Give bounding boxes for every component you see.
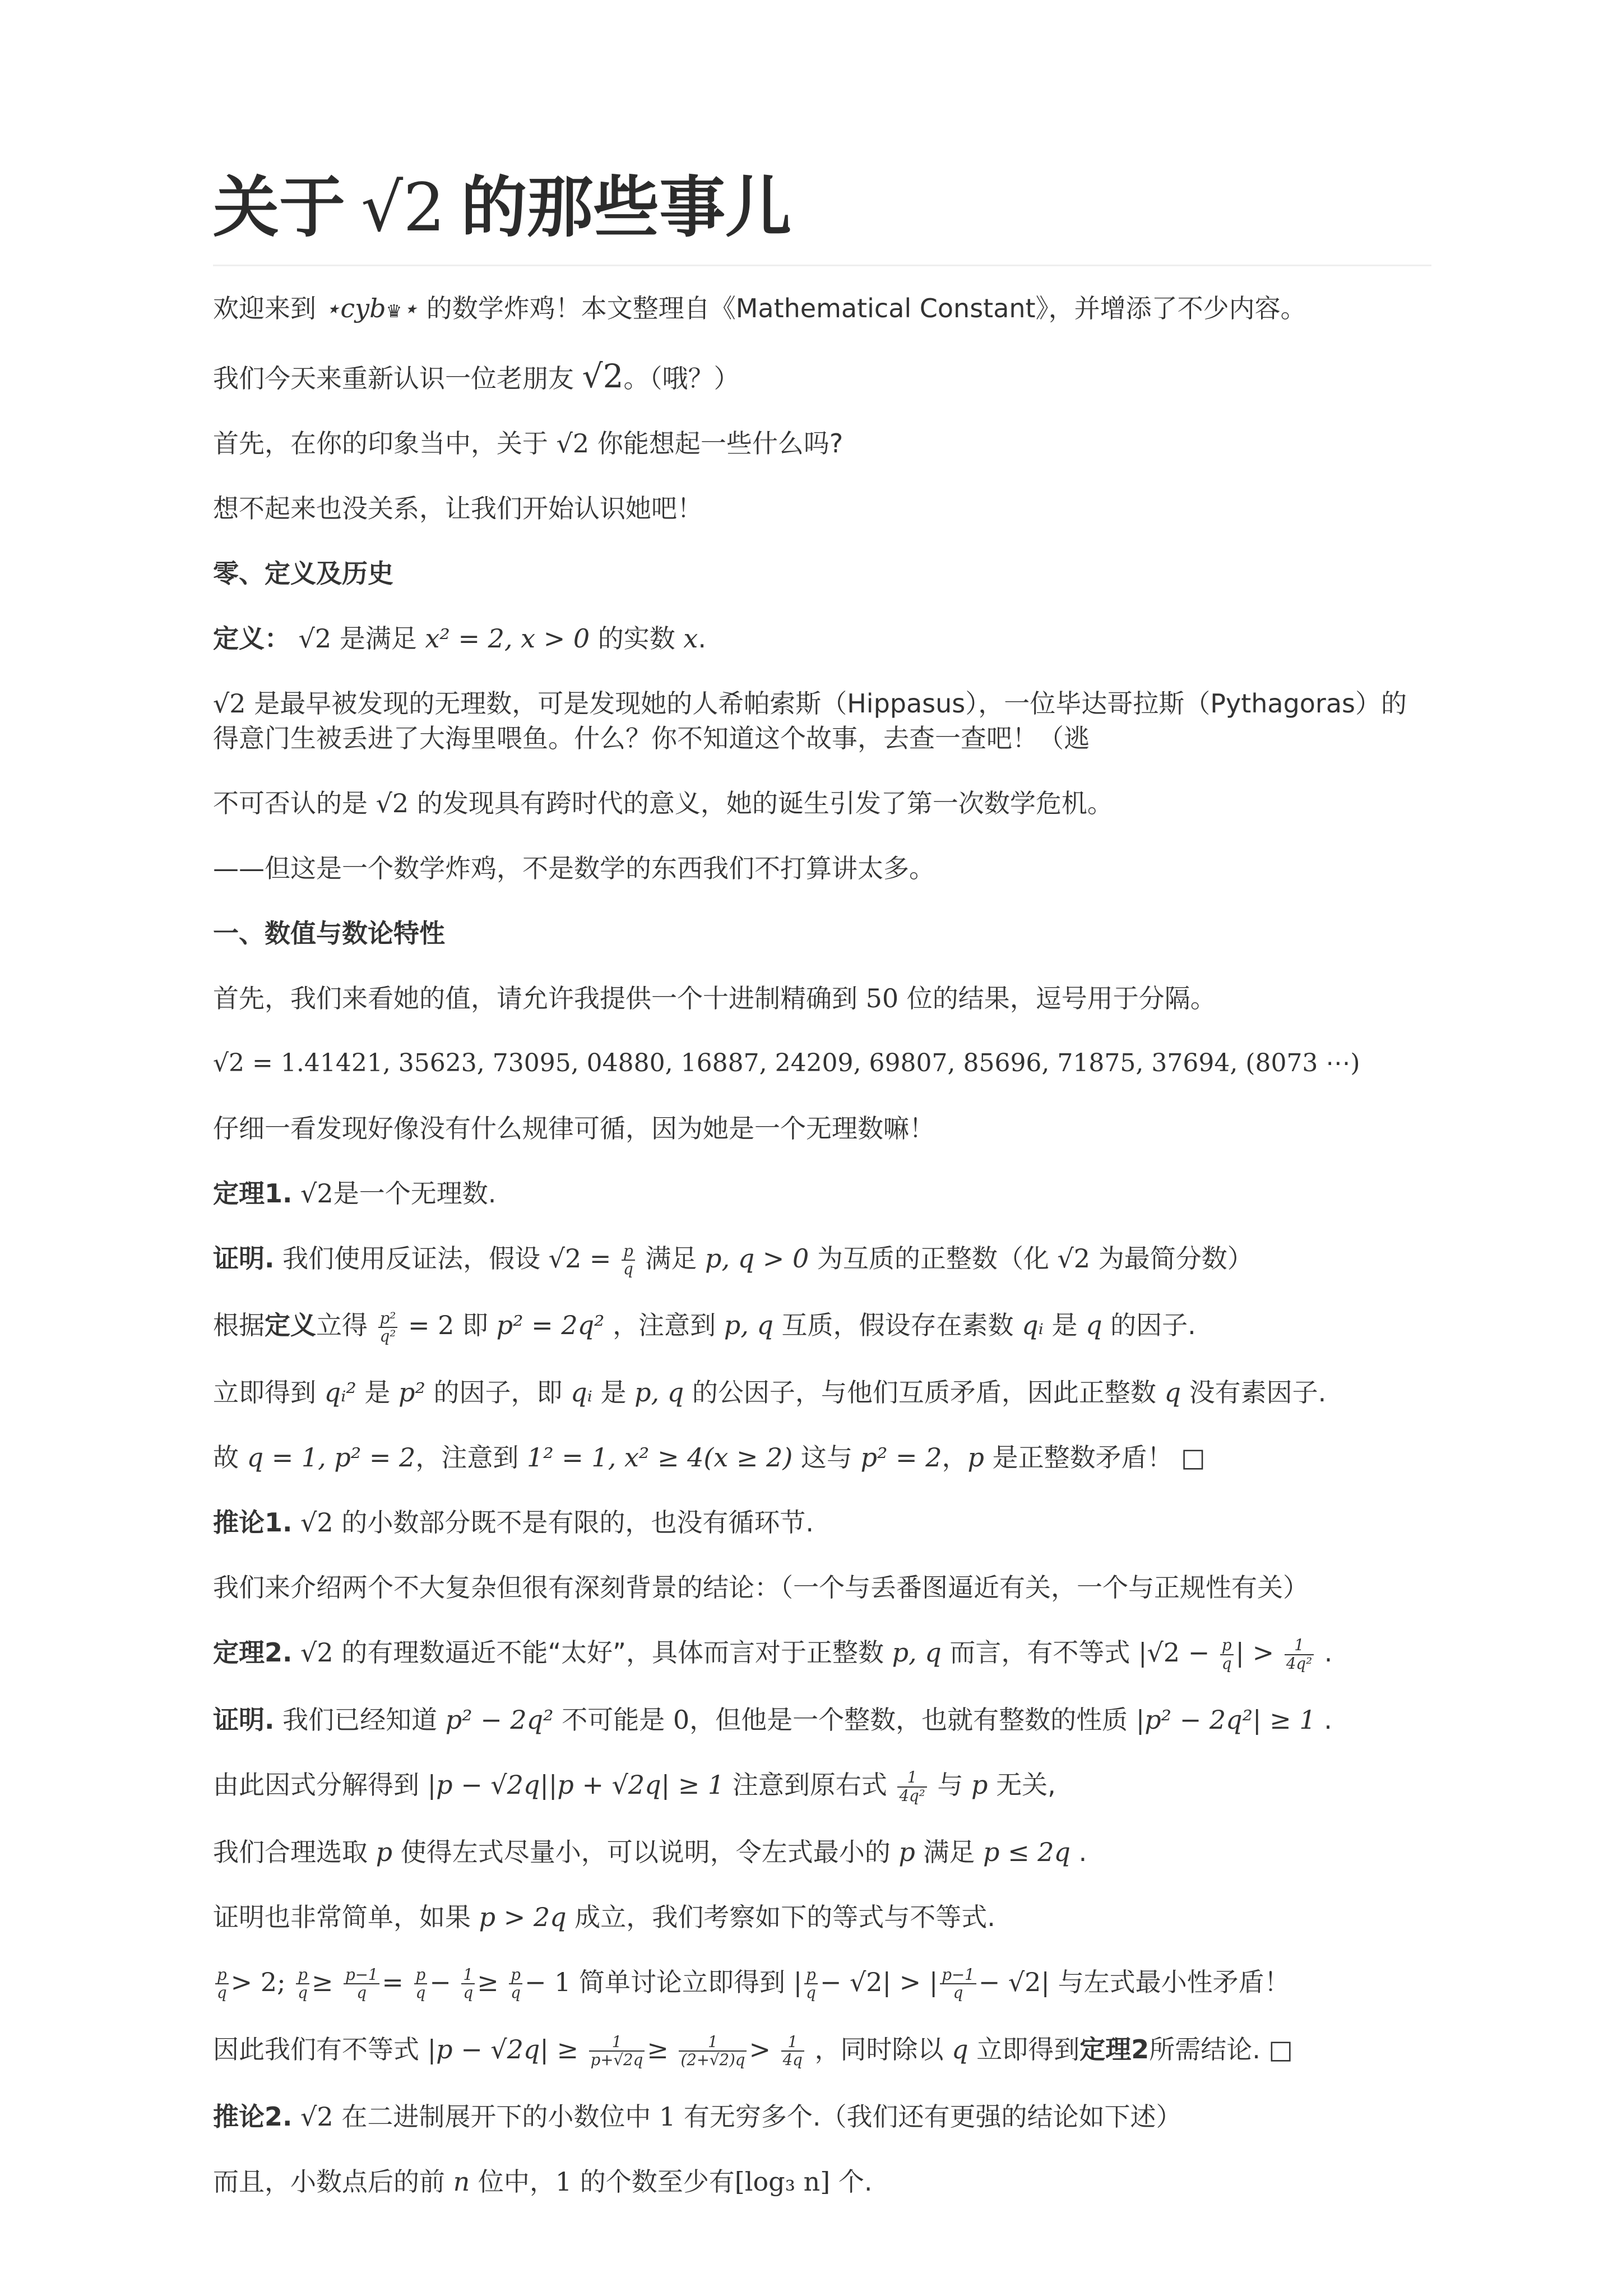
text: ，同时除以 xyxy=(814,2034,944,2064)
math-var: p xyxy=(898,1836,915,1867)
math-expression: = xyxy=(382,1966,404,1997)
text: 的小数部分既不是有限的，也没有循环节. xyxy=(341,1507,814,1538)
denominator: q xyxy=(1221,1654,1232,1673)
math-fraction xyxy=(461,1966,475,2002)
corollary-1 xyxy=(213,1505,1431,1540)
text: 你能想起一些什么吗? xyxy=(597,428,844,459)
math-expression: − xyxy=(429,1966,451,1997)
math-fraction xyxy=(296,1966,309,2002)
math-fraction xyxy=(940,1966,976,2002)
math-expression: x² = 2, x > 0 xyxy=(425,623,590,654)
math-expression: p, q xyxy=(724,1310,773,1341)
section-heading-1: 一、数值与数论特性 xyxy=(213,918,445,948)
math-expression: > xyxy=(749,2034,771,2064)
text: 欢迎来到 xyxy=(213,293,316,323)
denominator: p+√2q xyxy=(590,2050,643,2070)
text: 是正整数矛盾！ xyxy=(992,1442,1173,1473)
proof-label: 证明. xyxy=(213,1243,275,1274)
text: 是 xyxy=(1051,1310,1078,1341)
last-line xyxy=(213,2164,1431,2199)
math-expression: p² = 2 xyxy=(860,1442,942,1473)
text: 首先，我们来看她的值，请允许我提供一个十进制精确到 xyxy=(213,983,858,1013)
title-divider xyxy=(213,265,1431,266)
denominator: q xyxy=(623,1260,633,1279)
theorem-label: 定理2. xyxy=(213,1637,293,1668)
text: 的有理数逼近不能“太好”，具体而言对于正整数 xyxy=(341,1637,884,1668)
definition-ref: 定义 xyxy=(265,1310,316,1341)
text: ， xyxy=(942,1442,968,1473)
proof-2-line-4 xyxy=(213,1900,1431,1934)
intro-line-2 xyxy=(213,359,1431,396)
text: 不可能是 xyxy=(562,1705,665,1735)
math-var: qᵢ xyxy=(1022,1310,1044,1341)
math-expression: |√2 − xyxy=(1138,1637,1210,1668)
theorem-label: 定理1. xyxy=(213,1178,293,1209)
math-var: p xyxy=(376,1836,393,1867)
text: 。（哦？） xyxy=(623,363,740,394)
math-expression: − √2| > | xyxy=(819,1966,938,1997)
proof-1-line-4 xyxy=(213,1440,1431,1475)
numerator: p xyxy=(622,1243,635,1261)
denominator: q xyxy=(953,1983,963,2002)
text: 立即得到 xyxy=(213,1377,316,1408)
proof-2-line-2 xyxy=(213,1767,1431,1804)
crown-icon: ♛ xyxy=(386,300,402,322)
denominator: q xyxy=(806,1983,816,2002)
math-expression: [log₃ n] xyxy=(734,2166,831,2197)
math-fraction xyxy=(378,1310,398,1345)
text: 证明也非常简单，如果 xyxy=(213,1901,471,1932)
math-var: x xyxy=(683,623,698,654)
text: 的发现具有跨时代的意义，她的诞生引发了第一次数学危机。 xyxy=(416,788,1113,818)
text: 互质，假设存在素数 xyxy=(781,1310,1014,1341)
title-math: √2 xyxy=(361,169,446,246)
math-expression: | > xyxy=(1235,1637,1275,1668)
text: . xyxy=(1324,1637,1333,1668)
text: 是 xyxy=(600,1377,627,1408)
corollary-label: 推论1. xyxy=(213,1507,293,1538)
text: 我们已经知道 xyxy=(282,1705,438,1735)
math-expression: |p − √2q| ≥ xyxy=(427,2034,579,2064)
intro-two-results: 我们来介绍两个不大复杂但很有深刻背景的结论：（一个与丢番图逼近有关，一个与正规性有关） xyxy=(213,1572,1309,1603)
text: 满足 xyxy=(645,1243,697,1274)
text: 而言，有不等式 xyxy=(949,1637,1130,1668)
proof-1-line-3 xyxy=(213,1375,1431,1410)
numerator: p−1 xyxy=(344,1966,379,1984)
denominator: 4q² xyxy=(899,1786,925,1805)
intro-line-4: 想不起来也没关系，让我们开始认识她吧！ xyxy=(213,493,703,524)
text: 的数学炸鸡！本文整理自《Mathematical Constant》，并增添了不少内容。 xyxy=(426,293,1306,323)
note-paragraph: ——但这是一个数学炸鸡，不是数学的东西我们不打算讲太多。 xyxy=(213,853,935,883)
text: 与左式最小性矛盾！ xyxy=(1058,1966,1290,1997)
numerator: p xyxy=(414,1966,428,1984)
denominator: q xyxy=(511,1983,521,2002)
math-sqrt2: √2 xyxy=(300,1507,333,1538)
text: 由此因式分解得到 xyxy=(213,1770,419,1800)
math-expression: p² = 2q² xyxy=(496,1310,605,1341)
denominator: (2+√2)q xyxy=(680,2050,745,2070)
math-expression: ≥ xyxy=(647,2034,669,2064)
math-expression: p² − 2q² xyxy=(445,1705,554,1735)
text: 我们使用反证法，假设 xyxy=(282,1243,541,1274)
text: 个. xyxy=(838,2166,873,2197)
proof-2-line-3 xyxy=(213,1835,1431,1869)
math-expression: − √2| xyxy=(978,1966,1050,1997)
math-expression: ≥ xyxy=(311,1966,333,1997)
math-var: q xyxy=(1164,1377,1181,1408)
numerator: p² xyxy=(378,1310,398,1328)
math-sqrt2: √2 xyxy=(300,1637,333,1668)
value-intro xyxy=(213,981,1431,1016)
math-sqrt2: √2 xyxy=(376,788,409,818)
sqrt2-decimal-value: √2 = 1.41421, 35623, 73095, 04880, 16887, 24209, 69807, 85696, 71875, 37694, (8073 ⋯) xyxy=(213,1048,1360,1077)
proof-1-line-1 xyxy=(213,1241,1431,1278)
math-var: qᵢ xyxy=(571,1377,592,1408)
math-expression: |p² − 2q²| ≥ 1 xyxy=(1136,1705,1316,1735)
denominator: q xyxy=(415,1983,426,2002)
math-fraction xyxy=(897,1769,926,1804)
text: 的个数至少有 xyxy=(580,2166,735,2197)
math-sqrt2: √2 xyxy=(556,428,590,459)
math-expression: 1² = 1, x² ≥ 4(x ≥ 2) xyxy=(526,1442,793,1473)
text: 这与 xyxy=(800,1442,852,1473)
brand-name: ⋆cyb xyxy=(324,293,386,323)
proof-2-line-5 xyxy=(213,1965,1431,2002)
proof-2-line-6 xyxy=(213,2032,1431,2069)
qed-icon: □ xyxy=(1268,2034,1293,2064)
text: 是一个无理数. xyxy=(333,1178,497,1209)
text: 是 xyxy=(364,1377,391,1408)
text: 注意到原右式 xyxy=(732,1770,887,1800)
proof-2-line-1 xyxy=(213,1702,1431,1737)
text: 根据 xyxy=(213,1310,265,1341)
corollary-2 xyxy=(213,2099,1431,2134)
text: 不可否认的是 xyxy=(213,788,368,818)
text: 即 xyxy=(462,1310,489,1341)
history-paragraph xyxy=(213,686,1431,756)
text: 简单讨论立即得到 xyxy=(579,1966,786,1997)
math-var: n xyxy=(453,2166,470,2197)
text: ，但他是一个整数，也就有整数的性质 xyxy=(689,1705,1128,1735)
text: 满足 xyxy=(923,1836,975,1867)
math-var: q xyxy=(952,2034,968,2064)
math-var: q xyxy=(1086,1310,1102,1341)
text: . xyxy=(1324,1705,1332,1735)
text: 无关, xyxy=(996,1770,1056,1800)
math-expression: p, q xyxy=(892,1637,942,1668)
text: 首先，在你的印象当中，关于 xyxy=(213,428,548,459)
math-number: 1 xyxy=(555,2166,572,2197)
theorem-ref: 定理2 xyxy=(1079,2034,1150,2064)
numerator: p xyxy=(215,1966,229,1984)
corollary-label: 推论2. xyxy=(213,2101,293,2132)
numerator: 1 xyxy=(897,1769,926,1787)
math-fraction xyxy=(679,2034,747,2069)
math-fraction xyxy=(804,1966,818,2002)
denominator: q² xyxy=(379,1326,396,1345)
text: 的因子. xyxy=(1110,1310,1196,1341)
definition xyxy=(213,621,1431,656)
denominator: q xyxy=(217,1983,227,2002)
math-fraction xyxy=(344,1966,379,2002)
text: 的公因子，与他们互质矛盾，因此正整数 xyxy=(692,1377,1156,1408)
numerator: 1 xyxy=(781,2034,804,2052)
text: 是最早被发现的无理数，可是发现她的人希帕索斯（Hippasus），一位毕达哥拉斯（Pythagoras）的得意门生被丢进了大海里喂鱼。什么？你不知道这个故事，去查一查吧！（逃 xyxy=(213,688,1407,753)
definition-label: 定义： xyxy=(213,623,290,654)
text: 有无穷多个.（我们还有更强的结论如下述） xyxy=(683,2101,1182,2132)
math-expression: = 2 xyxy=(407,1310,455,1341)
denominator: q xyxy=(356,1983,367,2002)
math-expression: p, q xyxy=(634,1377,684,1408)
intro-welcome xyxy=(213,291,1431,328)
math-sqrt2: √2 xyxy=(298,623,332,654)
math-fraction xyxy=(622,1243,635,1278)
star-icon: ⋆ xyxy=(402,293,419,323)
denominator: q xyxy=(298,1983,308,2002)
text: 使得左式尽量小，可以说明，令左式最小的 xyxy=(400,1836,891,1867)
math-expression: q = 1, p² = 2 xyxy=(247,1442,416,1473)
math-fraction xyxy=(1220,1637,1234,1672)
text: 的因子，即 xyxy=(433,1377,563,1408)
math-fraction xyxy=(1285,1637,1314,1672)
text: 位中， xyxy=(478,2166,555,2197)
text: 成立，我们考察如下的等式与不等式. xyxy=(574,1901,995,1932)
math-expression: − 1 xyxy=(524,1966,571,1997)
text: 位的结果，逗号用于分隔。 xyxy=(906,983,1216,1013)
math-expression: | xyxy=(793,1966,803,1997)
theorem-2 xyxy=(213,1635,1431,1672)
numerator: p xyxy=(1220,1637,1234,1655)
math-number: 0 xyxy=(673,1705,690,1735)
text: . xyxy=(1078,1836,1087,1867)
math-fraction xyxy=(509,1966,522,2002)
text: 是满足 xyxy=(339,623,417,654)
denominator: q xyxy=(463,1983,474,2002)
math-number: 50 xyxy=(865,983,899,1013)
numerator: p−1 xyxy=(940,1966,976,1984)
math-expression: p ≤ 2q xyxy=(983,1836,1070,1867)
title-prefix: 关于 xyxy=(213,169,346,246)
denominator: 4q² xyxy=(1286,1654,1313,1673)
numerator: 1 xyxy=(1285,1637,1314,1655)
numerator: 1 xyxy=(679,2034,747,2052)
proof-1-line-2 xyxy=(213,1308,1431,1345)
numerator: 1 xyxy=(461,1966,475,1984)
math-expression: |p − √2q||p + √2q| ≥ 1 xyxy=(427,1770,725,1800)
math-expression: √2 = xyxy=(548,1243,611,1274)
math-fraction xyxy=(215,1966,229,2002)
numerator: p xyxy=(804,1966,818,1984)
math-expression: > 2; xyxy=(230,1966,286,1997)
text: 为最简分数） xyxy=(1098,1243,1253,1274)
text: 故 xyxy=(213,1442,239,1473)
math-sqrt2: √2 xyxy=(213,688,246,719)
math-var: p² xyxy=(398,1377,425,1408)
text: . xyxy=(698,623,706,654)
math-expression: p, q > 0 xyxy=(705,1243,809,1274)
text: 没有素因子. xyxy=(1189,1377,1327,1408)
math-var: p xyxy=(971,1770,988,1800)
text: ，注意到 xyxy=(415,1442,519,1473)
section-heading-0: 零、定义及历史 xyxy=(213,558,393,589)
text: 因此我们有不等式 xyxy=(213,2034,419,2064)
math-sqrt2: √2 xyxy=(582,357,624,395)
text: 而且，小数点后的前 xyxy=(213,2166,445,2197)
math-fraction xyxy=(414,1966,428,2002)
text: 立即得到 xyxy=(976,2034,1080,2064)
math-var: p xyxy=(967,1442,984,1473)
page-title xyxy=(213,168,1431,248)
text: 的实数 xyxy=(597,623,675,654)
math-var: qᵢ² xyxy=(324,1377,356,1408)
math-expression: ≥ xyxy=(477,1966,499,1997)
qed-icon: □ xyxy=(1181,1442,1206,1473)
math-number: 1 xyxy=(659,2101,676,2132)
text: ，注意到 xyxy=(613,1310,716,1341)
math-fraction xyxy=(781,2034,804,2069)
math-sqrt2: √2 xyxy=(300,1178,333,1209)
text: 与 xyxy=(937,1770,963,1800)
text: 我们今天来重新认识一位老朋友 xyxy=(213,363,574,394)
text: 我们合理选取 xyxy=(213,1836,368,1867)
intro-line-3 xyxy=(213,426,1431,461)
numerator: p xyxy=(509,1966,522,1984)
crisis-paragraph xyxy=(213,786,1431,821)
numerator: p xyxy=(296,1966,309,1984)
no-pattern-paragraph: 仔细一看发现好像没有什么规律可循，因为她是一个无理数嘛！ xyxy=(213,1113,935,1144)
title-suffix: 的那些事儿 xyxy=(461,169,792,246)
text: 立得 xyxy=(316,1310,368,1341)
math-expression: p > 2q xyxy=(479,1901,567,1932)
math-sqrt2: √2 xyxy=(300,2101,333,2132)
numerator: 1 xyxy=(589,2034,645,2052)
proof-label: 证明. xyxy=(213,1705,275,1735)
theorem-1 xyxy=(213,1176,1431,1211)
math-sqrt2: √2 xyxy=(1057,1243,1091,1274)
text: 在二进制展开下的小数位中 xyxy=(341,2101,651,2132)
text: 为互质的正整数（化 xyxy=(817,1243,1049,1274)
denominator: 4q xyxy=(782,2050,803,2070)
math-fraction xyxy=(589,2034,645,2069)
text: 所需结论. xyxy=(1149,2034,1260,2064)
